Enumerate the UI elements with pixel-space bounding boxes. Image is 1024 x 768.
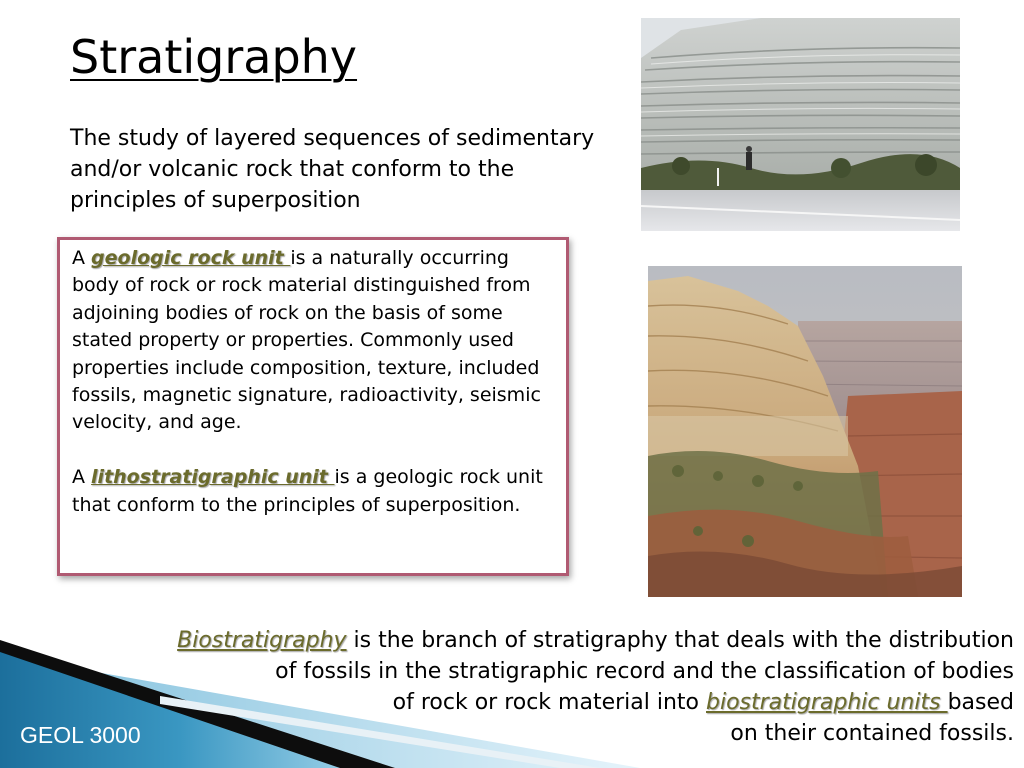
lithostratigraphic-unit-text: is a geologic rock unit that conform to the principles of superposition. — [72, 466, 543, 516]
roadcut-strata-photo — [641, 18, 960, 231]
lithostratigraphic-unit-term: lithostratigraphic unit — [91, 466, 335, 489]
bio-line-2: of fossils in the stratigraphic record and the classification of bodies — [275, 659, 1014, 684]
stratigraphy-definition: The study of layered sequences of sedimentary and/or volcanic rock that conform to the principles of superposition — [70, 126, 595, 213]
canyon-walls-photo — [648, 266, 962, 597]
rock-unit-definition-box — [57, 237, 569, 576]
bio-line-1-text: is the branch of stratigraphy that deals with the distribution — [346, 628, 1014, 653]
bio-line-3-start: of rock or rock material into — [392, 690, 706, 715]
geologic-rock-unit-text: is a naturally occurring body of rock or rock material distinguished from adjoining bodies of rock on the basis of some stated property or properties. Commonly used properties include composition, texture, included fossils, magnetic signature, radioactivity, seismic velocity, and age. — [72, 247, 541, 434]
course-code-footer: GEOL 3000 — [20, 722, 141, 748]
bio-line-3-end: based — [947, 690, 1014, 715]
slide-title: Stratigraphy — [70, 30, 358, 84]
bio-line-4: on their contained fossils. — [730, 721, 1014, 746]
bio-line-1 — [60, 625, 1014, 656]
info-box-text — [72, 245, 560, 519]
biostratigraphic-units-term: biostratigraphic units — [706, 690, 948, 715]
lithostratigraphic-unit-paragraph — [72, 464, 560, 519]
article-text: A — [72, 466, 92, 489]
bio-line-3 — [60, 687, 1014, 718]
biostratigraphy-term: Biostratigraphy — [177, 628, 347, 653]
article-text: A — [72, 247, 92, 269]
biostratigraphy-paragraph — [60, 625, 1014, 749]
geologic-rock-unit-paragraph — [72, 245, 560, 437]
geologic-rock-unit-term: geologic rock unit — [91, 247, 291, 269]
